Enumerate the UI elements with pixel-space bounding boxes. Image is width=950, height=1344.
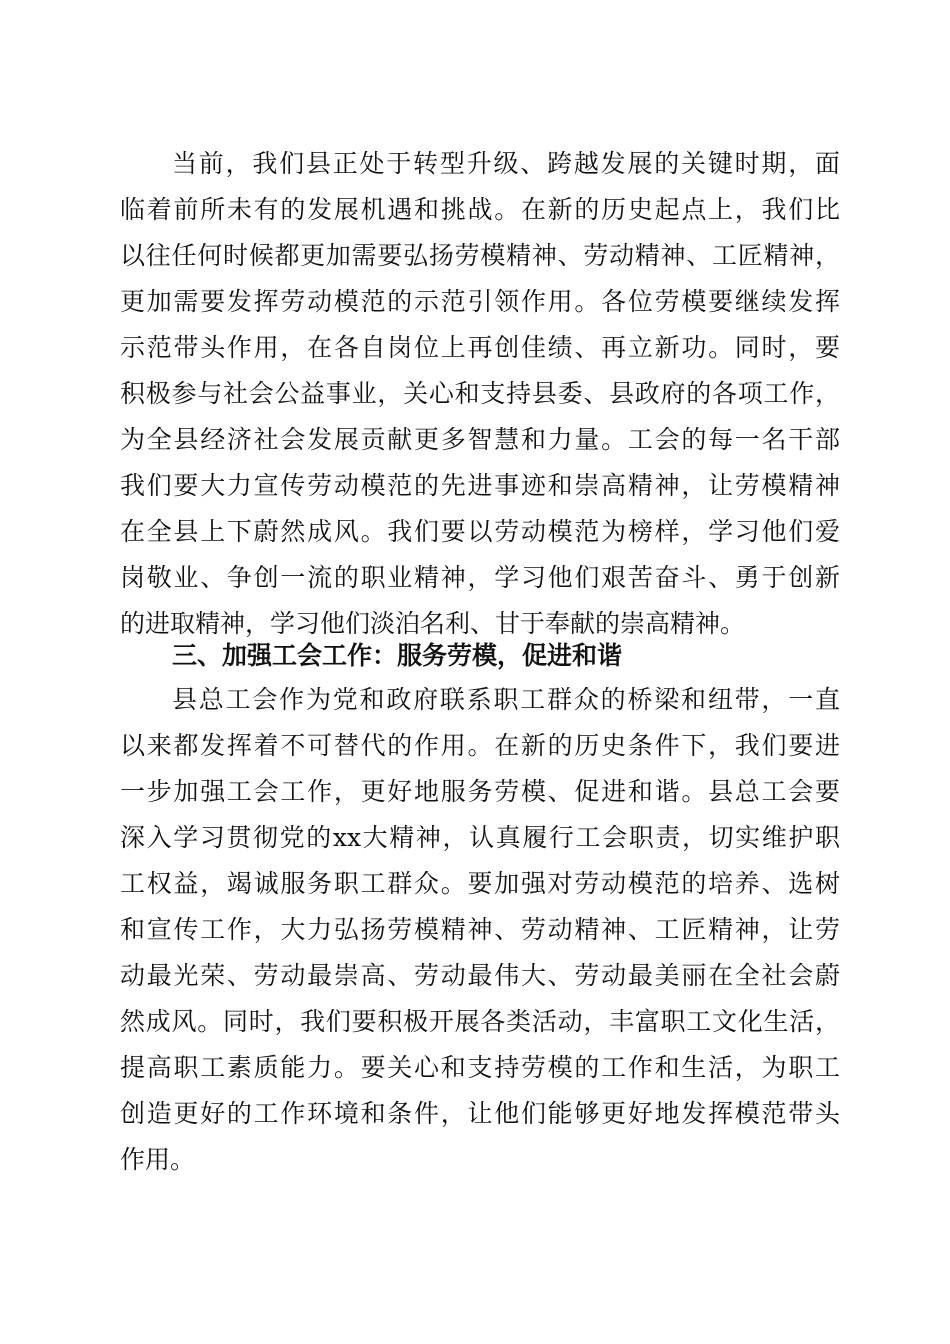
paragraph-line: 动最光荣、劳动最崇高、劳动最伟大、劳动最美丽在全社会蔚 [120,961,840,990]
paragraph-line: 的进取精神，学习他们淡泊名利、甘于奉献的崇高精神。 [120,609,746,638]
paragraph-line: 临着前所未有的发展机遇和挑战。在新的历史起点上，我们比 [120,195,840,224]
paragraph-line: 以往任何时候都更加需要弘扬劳模精神、劳动精神、工匠精神， [120,241,840,270]
paragraph-line: 工权益，竭诚服务职工群众。要加强对劳动模范的培养、选树 [120,869,840,898]
paragraph-line: 然成风。同时，我们要积极开展各类活动，丰富职工文化生活， [120,1007,840,1036]
paragraph-line: 当前，我们县正处于转型升级、跨越发展的关键时期，面 [172,149,840,178]
paragraph-line: 岗敬业、争创一流的职业精神，学习他们艰苦奋斗、勇于创新 [120,563,840,592]
paragraph-line: 我们要大力宣传劳动模范的先进事迹和崇高精神，让劳模精神 [120,471,840,500]
paragraph-line: 一步加强工会工作，更好地服务劳模、促进和谐。县总工会要 [120,777,840,806]
paragraph-2 [120,677,840,1183]
paragraph-line: 积极参与社会公益事业，关心和支持县委、县政府的各项工作， [120,379,840,408]
paragraph-1 [120,141,840,647]
paragraph-line: 更加需要发挥劳动模范的示范引领作用。各位劳模要继续发挥 [120,287,840,316]
paragraph-line: 和宣传工作，大力弘扬劳模精神、劳动精神、工匠精神，让劳 [120,915,840,944]
paragraph-line: 示范带头作用，在各自岗位上再创佳绩、再立新功。同时，要 [120,333,840,362]
paragraph-line: 深入学习贯彻党的xx大精神，认真履行工会职责，切实维护职 [120,823,840,852]
paragraph-line: 提高职工素质能力。要关心和支持劳模的工作和生活，为职工 [120,1053,840,1082]
section-heading: 三、加强工会工作：服务劳模，促进和谐 [172,641,623,670]
paragraph-line: 作用。 [120,1145,196,1174]
paragraph-line: 在全县上下蔚然成风。我们要以劳动模范为榜样，学习他们爱 [120,517,840,546]
section-heading-block [120,633,840,679]
paragraph-line: 县总工会作为党和政府联系职工群众的桥梁和纽带，一直 [172,685,840,714]
paragraph-line: 为全县经济社会发展贡献更多智慧和力量。工会的每一名干部 [120,425,840,454]
paragraph-line: 创造更好的工作环境和条件，让他们能够更好地发挥模范带头 [120,1099,840,1128]
paragraph-line: 以来都发挥着不可替代的作用。在新的历史条件下，我们要进 [120,731,840,760]
